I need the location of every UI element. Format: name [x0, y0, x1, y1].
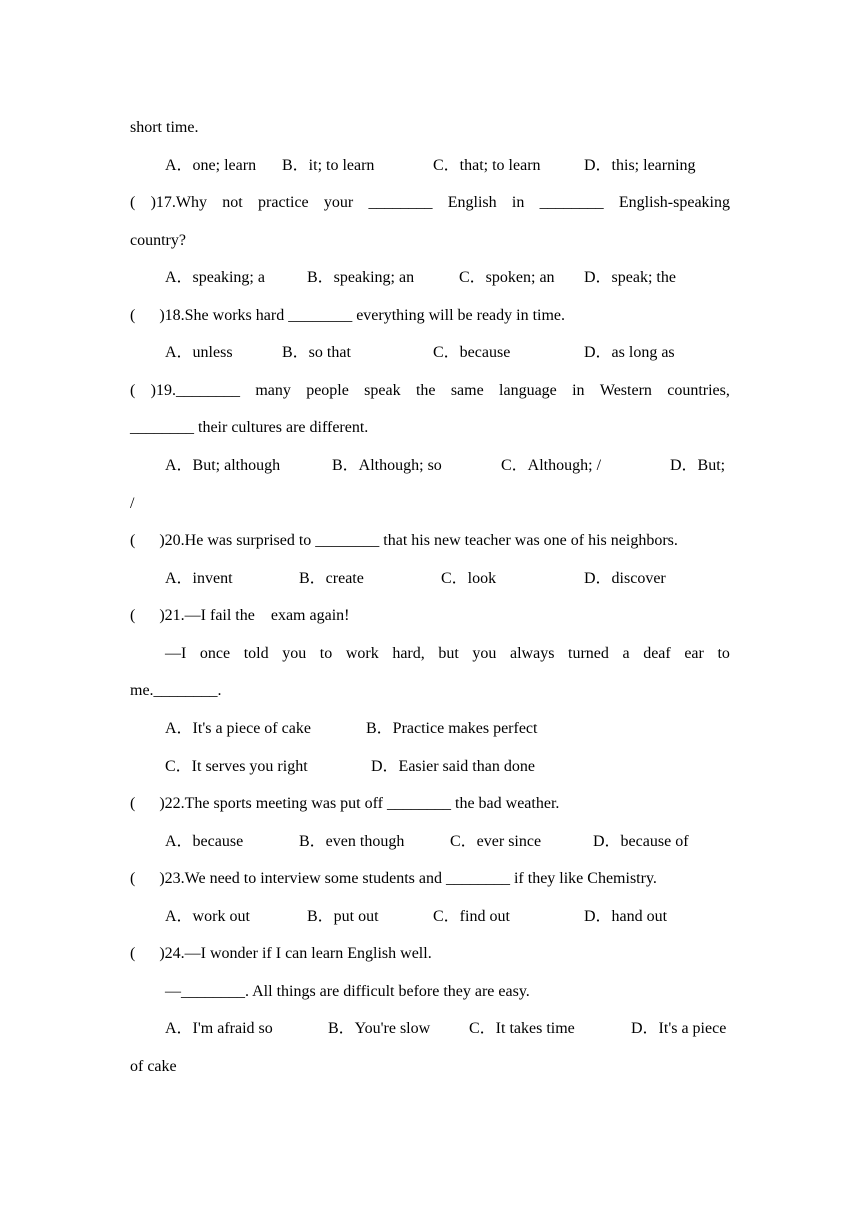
option-c: C．look: [441, 570, 497, 587]
option-a: A．I'm afraid so: [165, 1020, 273, 1037]
option-d: D．speak; the: [584, 269, 676, 286]
option-b: B．so that: [282, 344, 351, 361]
option-a: A．because: [165, 833, 244, 850]
option-b: B．Although; so: [332, 457, 442, 474]
option-d: D．But;: [670, 457, 726, 474]
question-19-line: ( )19.________ many people speak the same language in Western countries,: [130, 382, 730, 399]
question-21: ( )21.—I fail the exam again!: [130, 607, 350, 624]
option-c: C．Although; /: [501, 457, 602, 474]
option-c: C．spoken; an: [459, 269, 555, 286]
option-d: D．as long as: [584, 344, 675, 361]
question-20: ( )20.He was surprised to ________ that his new teacher was one of his neighbors.: [130, 532, 678, 549]
question-17-line: ( )17.Why not practice your ________ English in ________ English-speaking: [130, 194, 730, 211]
option-a: A．speaking; a: [165, 269, 265, 286]
option-c: C．It takes time: [469, 1020, 575, 1037]
option-a: A．But; although: [165, 457, 281, 474]
question-24: ( )24.—I wonder if I can learn English well.: [130, 945, 432, 962]
option-d: D．discover: [584, 570, 666, 587]
text-line: me.________.: [130, 682, 222, 699]
option-a: A．unless: [165, 344, 233, 361]
option-c: C．because: [433, 344, 511, 361]
text-line: —________. All things are difficult before they are easy.: [165, 983, 530, 1000]
question-21-reply: —I once told you to work hard, but you always turned a deaf ear to: [165, 645, 730, 662]
option-a: A．work out: [165, 908, 250, 925]
option-b: B．You're slow: [328, 1020, 431, 1037]
option-d: D．hand out: [584, 908, 668, 925]
option-b: B．Practice makes perfect: [366, 720, 538, 737]
option-b: B．even though: [299, 833, 405, 850]
option-c: C．It serves you right: [165, 758, 308, 775]
option-a: A．invent: [165, 570, 233, 587]
option-d: D．because of: [593, 833, 689, 850]
option-c: C．find out: [433, 908, 510, 925]
option-a: A．It's a piece of cake: [165, 720, 311, 737]
text-line: country?: [130, 232, 186, 249]
question-23: ( )23.We need to interview some students and ________ if they like Chemistry.: [130, 870, 657, 887]
option-d: D．Easier said than done: [371, 758, 535, 775]
option-b: B．create: [299, 570, 364, 587]
text-line: of cake: [130, 1058, 177, 1075]
option-b: B．speaking; an: [307, 269, 415, 286]
text-line: short time.: [130, 119, 199, 136]
option-c: C．ever since: [450, 833, 542, 850]
text-line: ________ their cultures are different.: [130, 419, 369, 436]
question-18: ( )18.She works hard ________ everything will be ready in time.: [130, 307, 566, 324]
text-line: /: [130, 495, 135, 512]
question-22: ( )22.The sports meeting was put off ________ the bad weather.: [130, 795, 560, 812]
option-a: A．one; learn: [165, 157, 257, 174]
option-d: D．It's a piece: [631, 1020, 727, 1037]
option-b: B．put out: [307, 908, 379, 925]
option-b: B．it; to learn: [282, 157, 375, 174]
option-d: D．this; learning: [584, 157, 696, 174]
option-c: C．that; to learn: [433, 157, 541, 174]
